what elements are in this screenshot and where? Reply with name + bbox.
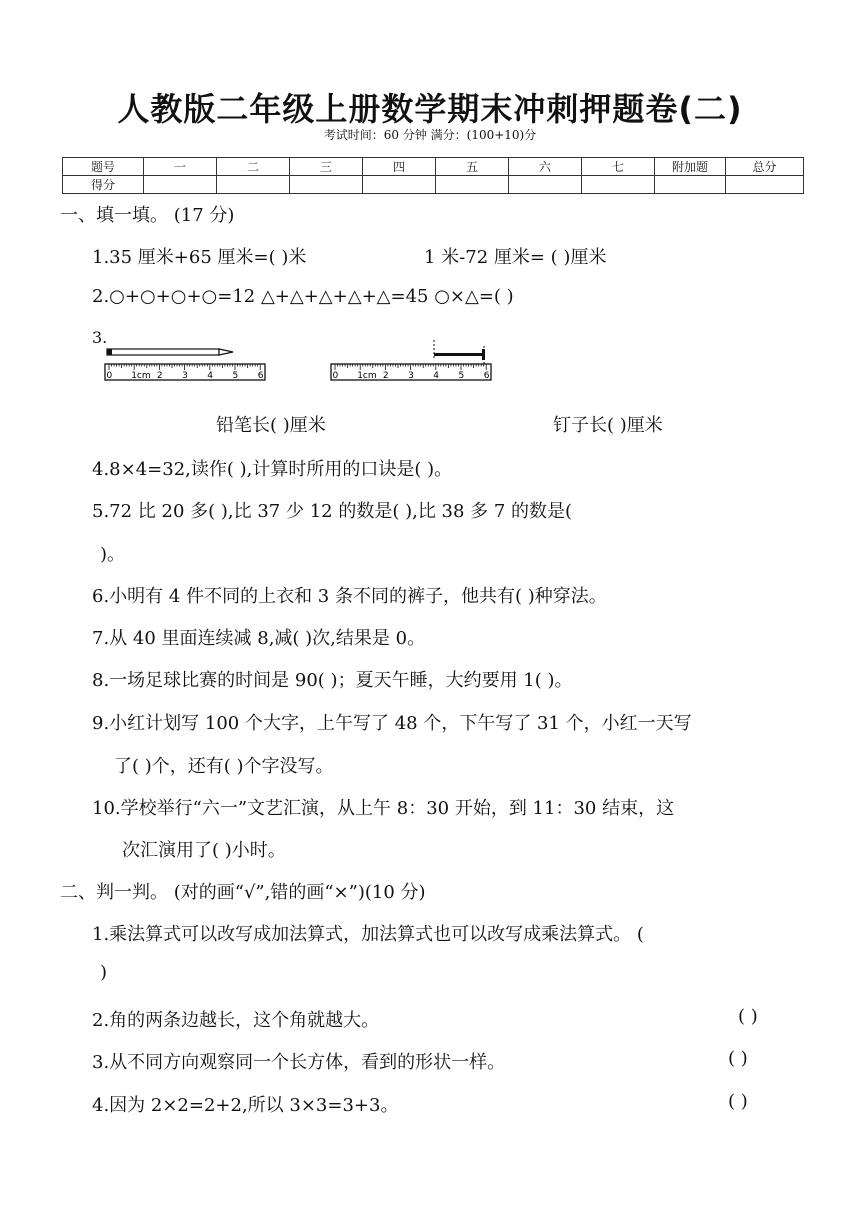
nail-icon [434, 340, 485, 364]
ruler-label: 5 [232, 371, 239, 381]
score-row-label: 得分 [63, 176, 144, 194]
score-cell: 七 [582, 158, 655, 176]
score-cell: 题号 [63, 158, 144, 176]
question-6: 6.小明有 4 件不同的上衣和 3 条不同的裤子，他共有( )种穿法。 [92, 586, 607, 607]
ruler-label: 0 [332, 371, 339, 381]
question-10a: 10.学校举行“六一”文艺汇演，从上午 8：30 开始，到 11：30 结束，这 [92, 798, 675, 819]
question-2: 2.○+○+○+○=12 △+△+△+△+△=45 ○×△=( ) [92, 286, 514, 307]
question-1b: 1 米-72 厘米= ( )厘米 [424, 247, 607, 268]
score-input-cell[interactable] [144, 176, 217, 194]
score-input-cell[interactable] [509, 176, 582, 194]
ruler-label: 6 [483, 371, 490, 381]
answer-bracket[interactable]: ( ) [728, 1048, 748, 1069]
ruler-label: 3 [408, 371, 414, 381]
ruler-label: 6 [257, 371, 264, 381]
question-9b: 了( )个，还有( )个字没写。 [114, 756, 334, 777]
score-input-cell[interactable] [726, 176, 804, 194]
score-cell: 总分 [726, 158, 804, 176]
pencil-length-label: 铅笔长( )厘米 [216, 415, 326, 436]
score-table-score-row [63, 176, 804, 194]
question-8: 8.一场足球比赛的时间是 90( )；夏天午睡，大约要用 1( )。 [92, 670, 573, 691]
question-7: 7.从 40 里面连续减 8,减( )次,结果是 0。 [92, 628, 426, 649]
ruler-label: 1cm [357, 371, 377, 381]
score-cell: 二 [217, 158, 290, 176]
pencil-icon [107, 349, 233, 355]
question-1a: 1.35 厘米+65 厘米=( )米 [92, 247, 307, 268]
question-4: 4.8×4=32,读作( ),计算时所用的口诀是( )。 [92, 459, 453, 480]
score-cell: 三 [290, 158, 363, 176]
nail-length-label: 钉子长( )厘米 [553, 415, 663, 436]
question-5a: 5.72 比 20 多( ),比 37 少 12 的数是( ),比 38 多 7 的数是( [92, 501, 573, 522]
section2-heading: 二、判一判。 (对的画“√”,错的画“×”)(10 分) [60, 882, 426, 903]
score-cell: 六 [509, 158, 582, 176]
score-input-cell[interactable] [217, 176, 290, 194]
judge-question-3: 3.从不同方向观察同一个长方体，看到的形状一样。 [92, 1052, 506, 1073]
answer-bracket[interactable]: ( ) [738, 1006, 758, 1027]
score-cell: 附加题 [655, 158, 726, 176]
question-10b: 次汇演用了( )小时。 [122, 840, 286, 861]
score-cell: 一 [144, 158, 217, 176]
score-input-cell[interactable] [582, 176, 655, 194]
score-input-cell[interactable] [655, 176, 726, 194]
question-9a: 9.小红计划写 100 个大字，上午写了 48 个，下午写了 31 个，小红一天写 [92, 713, 692, 734]
question-5b: )。 [100, 544, 126, 565]
answer-bracket[interactable]: ( ) [728, 1091, 748, 1112]
ruler-label: 4 [207, 371, 214, 381]
page-title: 人教版二年级上册数学期末冲刺押题卷(二) [117, 90, 743, 128]
judge-question-4: 4.因为 2×2=2+2,所以 3×3=3+3。 [92, 1095, 399, 1116]
ruler-label: 3 [182, 371, 188, 381]
ruler-label: 1cm [131, 371, 151, 381]
score-input-cell[interactable] [363, 176, 436, 194]
nail-ruler-figure [326, 340, 496, 384]
score-table-header-row [63, 158, 804, 176]
score-input-cell[interactable] [290, 176, 363, 194]
exam-info: 考试时间：60 分钟 满分：(100+10)分 [323, 128, 537, 142]
pencil-ruler-figure [100, 344, 270, 384]
score-input-cell[interactable] [436, 176, 509, 194]
score-cell: 四 [363, 158, 436, 176]
ruler-label: 4 [433, 371, 440, 381]
judge-question-1b: ) [100, 962, 108, 983]
ruler-label: 0 [106, 371, 113, 381]
judge-question-1a: 1.乘法算式可以改写成加法算式，加法算式也可以改写成乘法算式。 ( [92, 924, 644, 945]
score-cell: 五 [436, 158, 509, 176]
score-table [62, 157, 804, 194]
section1-heading: 一、填一填。 (17 分) [60, 205, 235, 226]
question-3: 3. [92, 328, 108, 347]
ruler-label: 5 [458, 371, 465, 381]
judge-question-2: 2.角的两条边越长，这个角就越大。 [92, 1010, 380, 1031]
ruler-label: 2 [382, 371, 389, 381]
ruler-label: 2 [156, 371, 163, 381]
